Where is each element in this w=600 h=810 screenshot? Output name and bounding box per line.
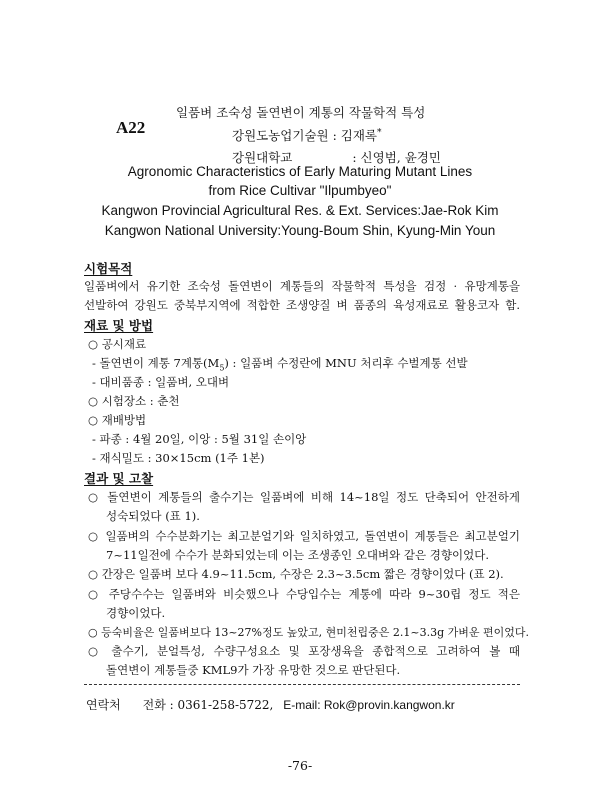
- result-1-line-2: 성숙되었다 (표 1).: [106, 509, 200, 523]
- objective-line-2: 선발하여 강원도 중북부지역에 적합한 조생양질 벼 품종의 육성재료로 활용코자 함.: [84, 298, 520, 312]
- result-4-line-2: 경향이었다.: [106, 606, 166, 620]
- methods-mutant-lines: [92, 355, 468, 372]
- methods-mutant-lines-rest: ) : 일품벼 수정란에 MNU 처리후 수벌계통 선발: [224, 356, 468, 370]
- title-english-1: Agronomic Characteristics of Early Maturing Mutant Lines: [127, 164, 473, 179]
- abstract-code: A22: [116, 118, 146, 137]
- affiliation-korean-2-names: : 신영범, 윤경민: [352, 150, 441, 165]
- affiliation-korean-1-text: 강원도농업기술원 : 김재록: [232, 128, 377, 143]
- result-3: ○ 간장은 일품벼 보다 4.9~11.5cm, 수장은 2.3~3.5cm 짧은 경향이었다 (표 2).: [88, 567, 504, 581]
- result-1-line-1: ○ 돌연변이 계통들의 출수기는 일품벼에 비해 14~18일 정도 단축되어 안전하게: [88, 490, 520, 504]
- title-english-2: from Rice Cultivar "Ilpumbyeo": [208, 183, 392, 198]
- methods-materials: ○ 공시재료: [88, 337, 147, 351]
- contact-email: E-mail: Rok@provin.kangwon.kr: [283, 698, 455, 712]
- section-methods: 재료 및 방법: [84, 318, 154, 333]
- affiliation-korean-2-org: 강원대학교: [232, 150, 293, 165]
- result-2-line-2: 7~11일전에 수수가 분화되었는데 이는 조생종인 오대벼와 같은 경향이었다.: [106, 548, 489, 562]
- result-6-line-1: ○ 출수기, 분얼특성, 수량구성요소 및 포장생육을 종합적으로 고려하여 볼 때: [88, 644, 520, 658]
- affiliation-english-1: Kangwon Provincial Agricultural Res. & Ext. Services:Jae-Rok Kim: [101, 203, 499, 218]
- result-6-line-2: 돌연변이 계통들중 KML9가 가장 유망한 것으로 판단된다.: [106, 663, 401, 677]
- methods-mutant-lines-text: - 돌연변이 계통 7계통(M: [92, 356, 220, 370]
- result-5: ○ 등숙비율은 일품벼보다 13~27%정도 높았고, 현미천립중은 2.1~3.3g 가벼운 편이었다.: [88, 626, 529, 639]
- objective-line-1: 일품벼에서 유기한 조숙성 돌연변이 계통들의 작물학적 특성을 검정 · 유망계통을: [84, 279, 520, 293]
- section-results: 결과 및 고찰: [84, 471, 154, 486]
- section-objective: 시험목적: [84, 261, 133, 276]
- title-korean: 일품벼 조숙성 돌연변이 계통의 작물학적 특성: [176, 105, 426, 120]
- methods-control: - 대비품종 : 일품벼, 오대벼: [92, 375, 230, 389]
- contact-phone: 전화 : 0361-258-5722,: [142, 698, 274, 712]
- contact-label: 연락처: [86, 698, 121, 712]
- corresponding-mark: *: [376, 127, 382, 138]
- methods-site: ○ 시험장소 : 춘천: [88, 394, 180, 408]
- affiliation-korean-1: [232, 126, 381, 144]
- result-4-line-1: ○ 주당수수는 일품벼와 비슷했으나 수당입수는 계통에 따라 9~30립 정도 적은: [88, 587, 520, 601]
- affiliation-english-2: Kangwon National University:Young-Boum Shin, Kyung-Min Youn: [104, 223, 496, 238]
- methods-mutant-sub: 5: [219, 363, 225, 373]
- methods-cultivation: ○ 재배방법: [88, 413, 147, 427]
- methods-density: - 재식밀도 : 30×15cm (1주 1본): [92, 451, 265, 465]
- page-number: -76-: [287, 758, 313, 773]
- result-2-line-1: ○ 일품벼의 수수분화기는 최고분얼기와 일치하였고, 돌연변이 계통들은 최고분얼기: [88, 529, 520, 543]
- methods-sowing: - 파종 : 4월 20일, 이앙 : 5월 31일 손이앙: [92, 432, 307, 446]
- contact-info: [86, 696, 461, 713]
- dashed-separator: [84, 684, 520, 685]
